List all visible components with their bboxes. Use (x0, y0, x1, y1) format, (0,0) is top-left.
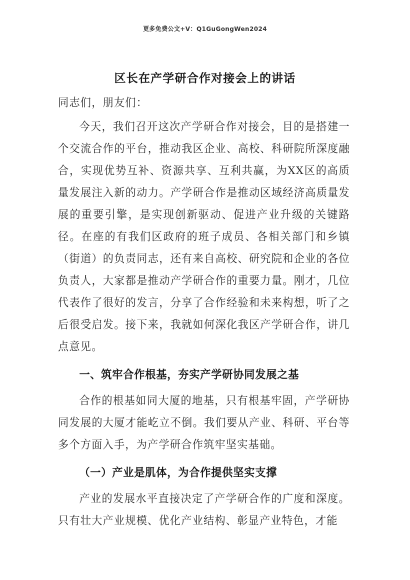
section-heading-1: 一、筑牢合作根基，夯实产学研协同发展之基 (79, 369, 300, 381)
paragraph-intro: 今天，我们召开这次产学研合作对接会，目的是搭建一个交流合作的平台，推动我区企业、高校、科研院所深度融合，实现优势互补、资源共享、互利共赢，为XX区的高质量发展注入新的动力。产学研合作是推动区域经济高质量发展的重要引擎，是实现创新驱动、促进产业升级的关键路径。在座的有我们区政府的班子成员、各相关部门和乡镇（街道）的负责同志，还有来自高校、研究院和企业的各位负责人，大家都是推动产学研合作的重要力量。刚才，几位代表作了很好的发言，分享了合作经验和未来构想，听了之后很受启发。接下来，我就如何深化我区产学研合作，讲几点意见。 (58, 121, 350, 353)
paragraph-industry: 产业的发展水平直接决定了产学研合作的广度和深度。只有壮大产业规模、优化产业结构、彰显产业特色，才能 (58, 493, 350, 527)
header-note: 更多免费公文+V：Q1GuGongWen2024 (142, 26, 267, 33)
document-body (58, 92, 350, 532)
salutation: 同志们，朋友们： (58, 97, 148, 109)
page-title: 区长在产学研合作对接会上的讲话 (114, 71, 296, 85)
paragraph-foundation: 合作的根基如同大厦的地基，只有根基牢固，产学研协同发展的大厦才能屹立不倒。我们要从产业、科研、平台等多个方面入手，为产学研合作筑牢坚实基础。 (58, 395, 350, 451)
sub-heading-1: （一）产业是肌体，为合作提供坚实支撑 (79, 467, 278, 479)
